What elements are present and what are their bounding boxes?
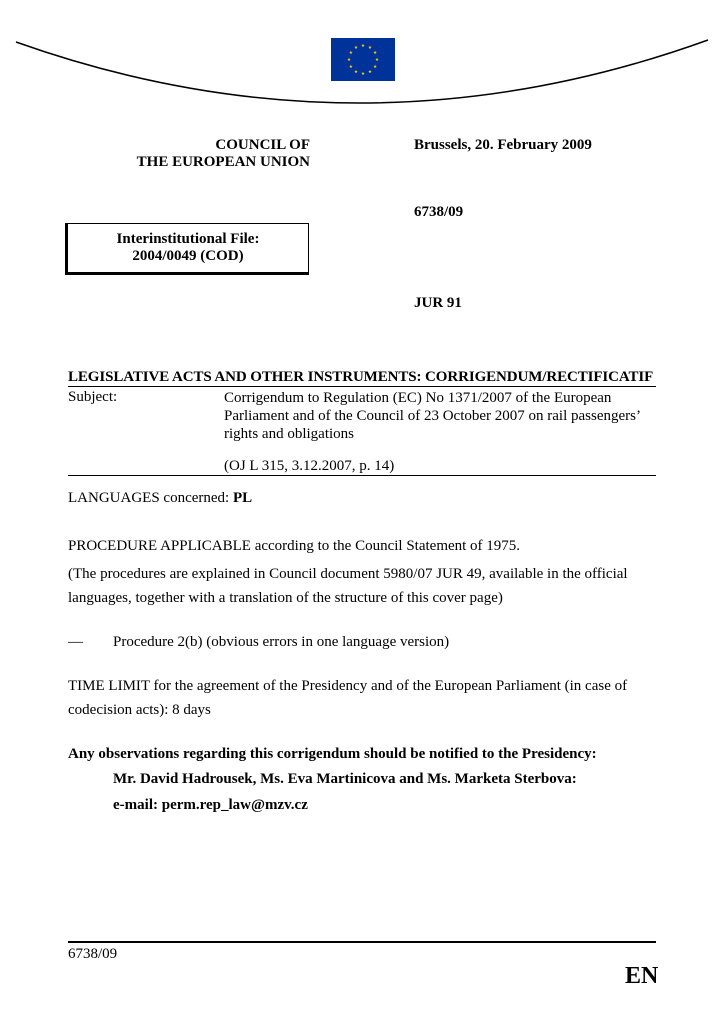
languages-label: LANGUAGES concerned: bbox=[68, 490, 233, 506]
title-divider bbox=[68, 386, 656, 387]
document-reference: JUR 91 bbox=[414, 295, 462, 311]
eu-flag-icon bbox=[331, 38, 395, 81]
observations-email: e-mail: perm.rep_law@mzv.cz bbox=[113, 797, 308, 813]
procedure-explanation: (The procedures are explained in Council document 5980/07 JUR 49, available in the official languages, together with a translation of the structure of this cover page) bbox=[68, 566, 628, 606]
file-box-line-1: Interinstitutional File: bbox=[116, 231, 260, 247]
document-date: Brussels, 20. February 2009 bbox=[414, 137, 592, 153]
procedure-dash: — bbox=[68, 634, 83, 650]
footer-document-number: 6738/09 bbox=[68, 946, 118, 962]
languages-value: PL bbox=[232, 490, 253, 506]
subject-reference: (OJ L 315, 3.12.2007, p. 14) bbox=[224, 458, 395, 474]
interinstitutional-file-box bbox=[65, 223, 309, 275]
council-name bbox=[120, 137, 310, 171]
subject-divider bbox=[68, 475, 656, 476]
languages-concerned bbox=[68, 490, 252, 507]
footer-language-code: EN bbox=[625, 963, 659, 989]
document-title: LEGISLATIVE ACTS AND OTHER INSTRUMENTS: CORRIGENDUM/RECTIFICATIF bbox=[68, 369, 654, 385]
footer-divider bbox=[68, 941, 656, 943]
procedure-item: Procedure 2(b) (obvious errors in one language version) bbox=[113, 634, 450, 650]
council-line-2: THE EUROPEAN UNION bbox=[136, 154, 310, 170]
subject-label: Subject: bbox=[68, 389, 118, 405]
file-box-line-2: 2004/0049 (COD) bbox=[132, 248, 244, 264]
document-number: 6738/09 bbox=[414, 204, 464, 220]
procedure-applicable: PROCEDURE APPLICABLE according to the Council Statement of 1975. bbox=[68, 538, 521, 554]
council-line-1: COUNCIL OF bbox=[215, 137, 310, 153]
time-limit: TIME LIMIT for the agreement of the Presidency and of the European Parliament (in case of codecision acts): 8 days bbox=[68, 678, 628, 718]
subject-text: Corrigendum to Regulation (EC) No 1371/2007 of the European Parliament and of the Council of 23 October 2007 on rail passengers’ rights and obligations bbox=[224, 390, 640, 442]
observations-intro: Any observations regarding this corrigendum should be notified to the Presidency: bbox=[68, 746, 597, 762]
observations-contacts: Mr. David Hadrousek, Ms. Eva Martinicova and Ms. Marketa Sterbova: bbox=[113, 771, 577, 787]
